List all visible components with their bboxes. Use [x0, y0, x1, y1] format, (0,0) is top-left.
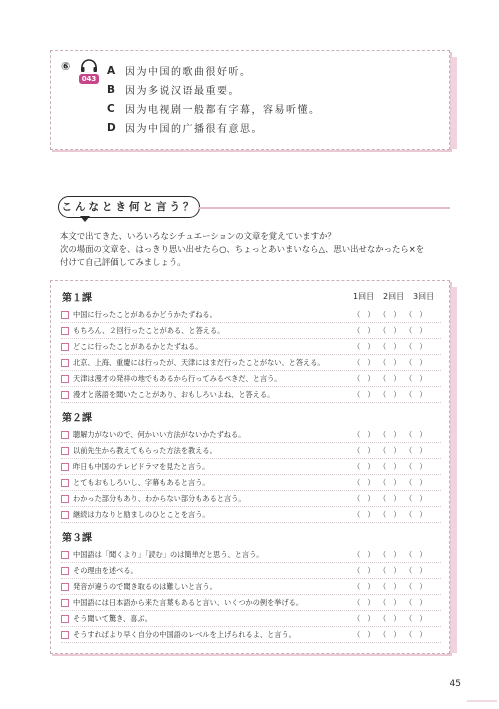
evaluation-slot-1[interactable]: （ ）: [353, 390, 375, 399]
evaluation-slot-1[interactable]: （ ）: [353, 478, 375, 487]
decorative-rail: [451, 57, 457, 149]
option-letter: C: [107, 102, 115, 115]
item-text: 継続は力なりと励ましのひとことを言う。: [73, 510, 210, 519]
checklist-item: [61, 445, 441, 459]
evaluation-slot-2[interactable]: （ ）: [379, 462, 401, 471]
item-text: 北京、上海、重慶には行ったが、天津にはまだ行ったことがない、と答える。: [73, 358, 325, 367]
evaluation-slot-2[interactable]: （ ）: [379, 566, 401, 575]
item-checkbox[interactable]: [61, 479, 69, 487]
row-divider: [61, 354, 441, 355]
intro-line-1: 本文で出てきた、いろいろなシチュエーションの文章を覚えていますか？: [60, 231, 336, 241]
checklist-item: [61, 477, 441, 491]
checklist-item: [61, 597, 441, 611]
item-text: 中国語は「聞くより」「読む」のは簡単だと思う、と言う。: [73, 550, 264, 559]
option-letter: A: [107, 64, 116, 77]
row-divider: [61, 490, 441, 491]
checklist-item: [61, 373, 441, 387]
row-divider: [61, 338, 441, 339]
evaluation-slot-1[interactable]: （ ）: [353, 374, 375, 383]
self-evaluation-checklist: [50, 280, 450, 654]
question-number: ⑥: [61, 60, 71, 73]
row-divider: [61, 578, 441, 579]
section-heading: こんなとき何と言う？: [58, 196, 200, 218]
option-text: 因为中国的广播很有意思。: [125, 124, 263, 135]
evaluation-slot-3[interactable]: （ ）: [405, 358, 427, 367]
evaluation-slot-3[interactable]: （ ）: [405, 598, 427, 607]
item-checkbox[interactable]: [61, 463, 69, 471]
corner-decoration: [467, 700, 497, 702]
item-checkbox[interactable]: [61, 511, 69, 519]
evaluation-slot-3[interactable]: （ ）: [405, 582, 427, 591]
evaluation-slot-1[interactable]: （ ）: [353, 358, 375, 367]
checklist-item: [61, 357, 441, 371]
option-text: 因为电视剧一般都有字幕，容易听懂。: [125, 105, 321, 116]
evaluation-slot-2[interactable]: （ ）: [379, 478, 401, 487]
evaluation-slot-2[interactable]: （ ）: [379, 326, 401, 335]
row-divider: [61, 442, 441, 443]
checklist-item: [61, 429, 441, 443]
evaluation-slot-2[interactable]: （ ）: [379, 342, 401, 351]
evaluation-slot-3[interactable]: （ ）: [405, 310, 427, 319]
checklist-item: [61, 565, 441, 579]
checklist-item: [61, 341, 441, 355]
evaluation-slot-3[interactable]: （ ）: [405, 550, 427, 559]
evaluation-slot-3[interactable]: （ ）: [405, 342, 427, 351]
row-divider: [61, 402, 441, 403]
lesson-title: 第３課: [62, 533, 92, 544]
speech-bubble-tail: [80, 216, 90, 222]
item-text: 昨日も中国のテレビドラマを見たと言う。: [73, 462, 210, 471]
row-divider: [61, 610, 441, 611]
evaluation-slot-3[interactable]: （ ）: [405, 478, 427, 487]
evaluation-slot-3[interactable]: （ ）: [405, 614, 427, 623]
page-number: 45: [449, 679, 461, 689]
evaluation-slot-1[interactable]: （ ）: [353, 582, 375, 591]
item-checkbox[interactable]: [61, 599, 69, 607]
evaluation-slot-2[interactable]: （ ）: [379, 614, 401, 623]
evaluation-slot-1[interactable]: （ ）: [353, 566, 375, 575]
answer-option-a[interactable]: [107, 63, 252, 78]
item-text: 漫才と落語を聞いたことがあり、おもしろいよね、と答える。: [73, 390, 275, 399]
item-checkbox[interactable]: [61, 359, 69, 367]
option-text: 因为中国的歌曲很好听。: [125, 67, 252, 78]
evaluation-slot-3[interactable]: （ ）: [405, 446, 427, 455]
item-text: とてもおもしろいし、字幕もあると言う。: [73, 478, 210, 487]
item-text: どこに行ったことがあるかとたずねる。: [73, 342, 203, 351]
evaluation-slot-2[interactable]: （ ）: [379, 494, 401, 503]
item-checkbox[interactable]: [61, 391, 69, 399]
item-checkbox[interactable]: [61, 583, 69, 591]
item-checkbox[interactable]: [61, 343, 69, 351]
evaluation-slot-1[interactable]: （ ）: [353, 326, 375, 335]
column-header-2: 2回目: [383, 292, 405, 301]
evaluation-slot-1[interactable]: （ ）: [353, 614, 375, 623]
intro-line-2: 次の場面の文章を、はっきり思い出せたら○、ちょっとあいまいなら△、思い出せなかったら×を: [60, 244, 425, 254]
evaluation-slot-2[interactable]: （ ）: [379, 374, 401, 383]
option-letter: B: [107, 83, 116, 96]
item-checkbox[interactable]: [61, 551, 69, 559]
evaluation-slot-3[interactable]: （ ）: [405, 566, 427, 575]
row-divider: [61, 594, 441, 595]
evaluation-slot-3[interactable]: （ ）: [405, 510, 427, 519]
row-divider: [61, 562, 441, 563]
item-text: 天津は漫才の発祥の地でもあるから行ってみるべきだ、と言う。: [73, 374, 282, 383]
evaluation-slot-2[interactable]: （ ）: [379, 550, 401, 559]
item-checkbox[interactable]: [61, 375, 69, 383]
row-divider: [61, 474, 441, 475]
row-divider: [61, 522, 441, 523]
item-text: 中国に行ったことがあるかどうかたずねる。: [73, 310, 217, 319]
evaluation-slot-1[interactable]: （ ）: [353, 310, 375, 319]
evaluation-slot-2[interactable]: （ ）: [379, 582, 401, 591]
evaluation-slot-3[interactable]: （ ）: [405, 462, 427, 471]
checklist-item: [61, 389, 441, 403]
row-divider: [61, 322, 441, 323]
evaluation-slot-3[interactable]: （ ）: [405, 374, 427, 383]
column-header-1: 1回目: [353, 292, 375, 301]
answer-option-d[interactable]: [107, 120, 263, 135]
evaluation-slot-1[interactable]: （ ）: [353, 446, 375, 455]
row-divider: [61, 642, 441, 643]
answer-option-b[interactable]: [107, 82, 240, 97]
item-checkbox[interactable]: [61, 495, 69, 503]
item-checkbox[interactable]: [61, 311, 69, 319]
row-divider: [61, 506, 441, 507]
checklist-item: [61, 461, 441, 475]
evaluation-slot-1[interactable]: （ ）: [353, 510, 375, 519]
evaluation-slot-2[interactable]: （ ）: [379, 430, 401, 439]
item-text: 中国語には日本語から来た言葉もあると言い、いくつかの例を挙げる。: [73, 598, 304, 607]
evaluation-slot-1[interactable]: （ ）: [353, 630, 375, 639]
checklist-item: [61, 549, 441, 563]
lesson-title: 第１課: [62, 293, 92, 304]
item-text: そうすればより早く自分の中国語のレベルを上げられるよ、と言う。: [73, 630, 296, 639]
answer-option-c[interactable]: [107, 101, 321, 116]
evaluation-slot-2[interactable]: （ ）: [379, 390, 401, 399]
item-checkbox[interactable]: [61, 447, 69, 455]
evaluation-slot-3[interactable]: （ ）: [405, 430, 427, 439]
headphone-icon: [79, 59, 99, 73]
checklist-item: [61, 629, 441, 643]
item-checkbox[interactable]: [61, 567, 69, 575]
item-text: わかった部分もあり、わからない部分もあると言う。: [73, 494, 246, 503]
row-divider: [61, 370, 441, 371]
checklist-item: [61, 613, 441, 627]
row-divider: [61, 626, 441, 627]
item-text: 聴解力がないので、何かいい方法がないかたずねる。: [73, 430, 246, 439]
evaluation-slot-1[interactable]: （ ）: [353, 342, 375, 351]
evaluation-slot-2[interactable]: （ ）: [379, 310, 401, 319]
checklist-item: [61, 581, 441, 595]
checklist-item: [61, 509, 441, 523]
evaluation-slot-2[interactable]: （ ）: [379, 446, 401, 455]
evaluation-slot-2[interactable]: （ ）: [379, 510, 401, 519]
item-checkbox[interactable]: [61, 615, 69, 623]
row-divider: [61, 458, 441, 459]
evaluation-slot-1[interactable]: （ ）: [353, 494, 375, 503]
item-text: もちろん、２回行ったことがある、と答える。: [73, 326, 225, 335]
evaluation-slot-2[interactable]: （ ）: [379, 358, 401, 367]
evaluation-slot-3[interactable]: （ ）: [405, 326, 427, 335]
evaluation-slot-3[interactable]: （ ）: [405, 630, 427, 639]
item-text: 発音が違うので聞き取るのは難しいと言う。: [73, 582, 217, 591]
item-text: そう聞いて驚き、喜ぶ。: [73, 614, 152, 623]
row-divider: [61, 386, 441, 387]
evaluation-slot-1[interactable]: （ ）: [353, 598, 375, 607]
item-text: その理由を述べる。: [73, 566, 138, 575]
intro-line-3: 付けて自己評価してみましょう。: [60, 257, 186, 267]
item-checkbox[interactable]: [61, 431, 69, 439]
evaluation-slot-2[interactable]: （ ）: [379, 598, 401, 607]
decorative-rail: [451, 287, 457, 653]
item-checkbox[interactable]: [61, 327, 69, 335]
audio-track-badge[interactable]: 043: [79, 74, 99, 84]
evaluation-slot-1[interactable]: （ ）: [353, 462, 375, 471]
evaluation-slot-1[interactable]: （ ）: [353, 550, 375, 559]
evaluation-slot-3[interactable]: （ ）: [405, 390, 427, 399]
option-text: 因为多说汉语最重要。: [125, 86, 240, 97]
column-header-3: 3回目: [413, 292, 435, 301]
evaluation-slot-2[interactable]: （ ）: [379, 630, 401, 639]
checklist-item: [61, 493, 441, 507]
evaluation-slot-1[interactable]: （ ）: [353, 430, 375, 439]
evaluation-slot-3[interactable]: （ ）: [405, 494, 427, 503]
option-letter: D: [107, 121, 116, 134]
question-box: [50, 50, 450, 150]
checklist-item: [61, 309, 441, 323]
checklist-item: [61, 325, 441, 339]
heading-underline: [198, 207, 450, 209]
lesson-title: 第２課: [62, 413, 92, 424]
item-text: 以前先生から教えてもらった方法を教える。: [73, 446, 217, 455]
item-checkbox[interactable]: [61, 631, 69, 639]
